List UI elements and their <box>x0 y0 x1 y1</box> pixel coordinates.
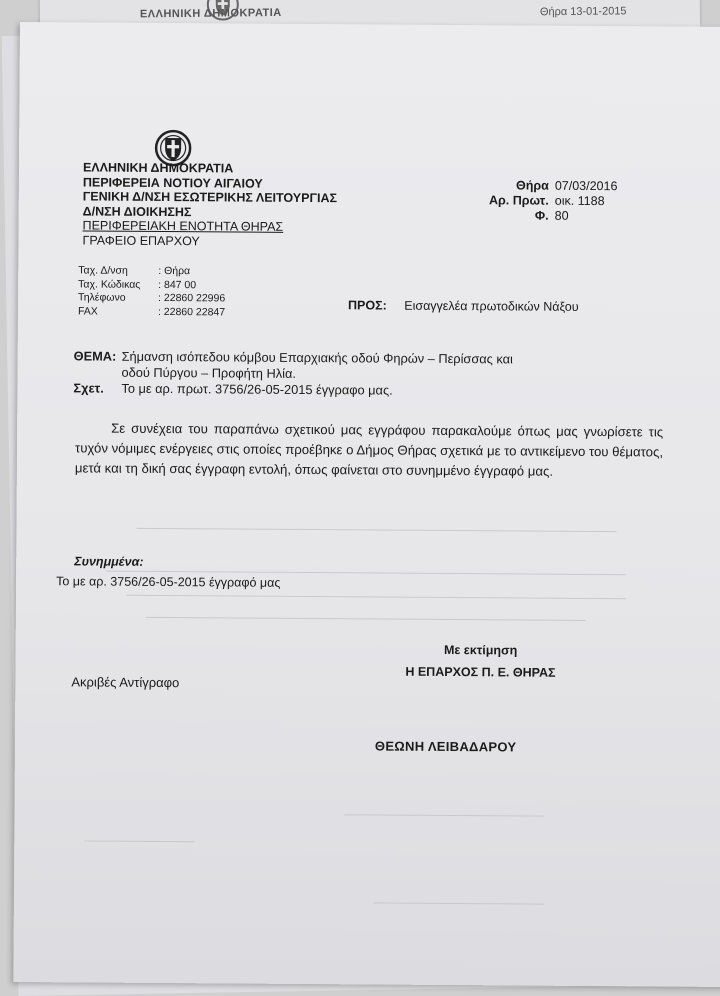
recipient-value: Εισαγγελέα πρωτοδικών Νάξου <box>404 298 579 314</box>
place-label: Θήρα <box>516 178 549 193</box>
subject-line-1: Σήμανση ισόπεδου κόμβου Επαρχιακής οδού Φηρών – Περίσσας και <box>121 348 513 367</box>
signatory-title: Η ΕΠΑΡΧΟΣ Π. Ε. ΘΗΡΑΣ <box>405 664 556 680</box>
header-republic: ΕΛΛΗΝΙΚΗ ΔΗΜΟΚΡΑΤΙΑ <box>82 160 234 176</box>
postcode-value: : 847 00 <box>158 278 197 291</box>
attachment-item: Το με αρ. 3756/26-05-2015 έγγραφό μας <box>56 574 281 590</box>
underlying-doc-title: ΕΛΛΗΝΙΚΗ ΔΗΜΟΚΡΑΤΙΑ <box>139 6 282 21</box>
file-number: 80 <box>554 208 569 223</box>
header-regional-unit: ΠΕΡΙΦΕΡΕΙΑΚΗ ΕΝΟΤΗΤΑ ΘΗΡΑΣ <box>82 218 284 234</box>
issuing-authority <box>82 160 337 249</box>
bleed-through-line <box>374 902 544 904</box>
recipient <box>348 298 579 314</box>
closing-block <box>355 638 605 684</box>
bleed-through-line <box>136 528 616 532</box>
bleed-through-line <box>84 840 194 842</box>
fax-value: : 22860 22847 <box>157 305 226 318</box>
document-page <box>13 22 720 987</box>
protocol-number: οικ. 1188 <box>554 193 605 209</box>
bleed-through-line <box>146 617 586 621</box>
address-label: Ταχ. Δ/νση <box>78 264 128 277</box>
address-value: : Θήρα <box>158 264 191 278</box>
contact-details <box>78 264 226 319</box>
document-date: 07/03/2016 <box>554 178 618 194</box>
subject-label: ΘΕΜΑ: <box>73 348 117 364</box>
true-copy-note: Ακριβές Αντίγραφο <box>71 674 180 691</box>
subject-line-2: οδού Πύργου – Προφήτη Ηλία. <box>121 364 296 381</box>
bleed-through-line <box>126 595 626 599</box>
body-paragraph: Σε συνέχεια του παραπάνω σχετικού μας εγγράφου παρακαλούμε όπως μας γνωρίσετε τις τυχόν νόμιμες ενέργειες στις οποίες προέβηκε ο Δήμος Θήρας σχετικά με το αντικείμενο του θέματος, μετά και τη δική σας έγγραφη εντολή, όπως φαίνεται στο συνημμένο έγγραφό μας. <box>74 420 664 479</box>
phone-label: Τηλέφωνο <box>78 291 126 304</box>
closing-greeting: Με εκτίμηση <box>443 642 518 658</box>
header-directorate: Δ/ΝΣΗ ΔΙΟΙΚΗΣΗΣ <box>82 203 192 219</box>
phone-value: : 22860 22996 <box>158 291 226 305</box>
header-office: ΓΡΑΦΕΙΟ ΕΠΑΡΧΟΥ <box>82 232 200 248</box>
signatory-name: ΘΕΩΝΗ ΛΕΙΒΑΔΑΡΟΥ <box>374 738 517 755</box>
attachments-label: Συνημμένα: <box>74 554 144 569</box>
recipient-label: ΠΡΟΣ: <box>347 298 387 313</box>
postcode-label: Ταχ. Κώδικας <box>78 277 141 291</box>
document-reference <box>459 178 618 224</box>
header-region: ΠΕΡΙΦΕΡΕΙΑ ΝΟΤΙΟΥ ΑΙΓΑΙΟΥ <box>82 174 263 191</box>
fax-label: FAX <box>77 304 98 318</box>
file-label: Φ. <box>534 208 549 223</box>
bleed-through-line <box>344 814 544 816</box>
subject-block <box>73 348 633 400</box>
underlying-doc-date: Θήρα 13-01-2015 <box>539 5 627 19</box>
protocol-label: Αρ. Πρωτ. <box>488 193 549 208</box>
reference-value: Το με αρ. πρωτ. 3756/26-05-2015 έγγραφο μας. <box>121 380 393 398</box>
reference-label: Σχετ. <box>73 380 104 396</box>
header-general-directorate: ΓΕΝΙΚΗ Δ/ΝΣΗ ΕΣΩΤΕΡΙΚΗΣ ΛΕΙΤΟΥΡΓΙΑΣ <box>82 189 338 206</box>
